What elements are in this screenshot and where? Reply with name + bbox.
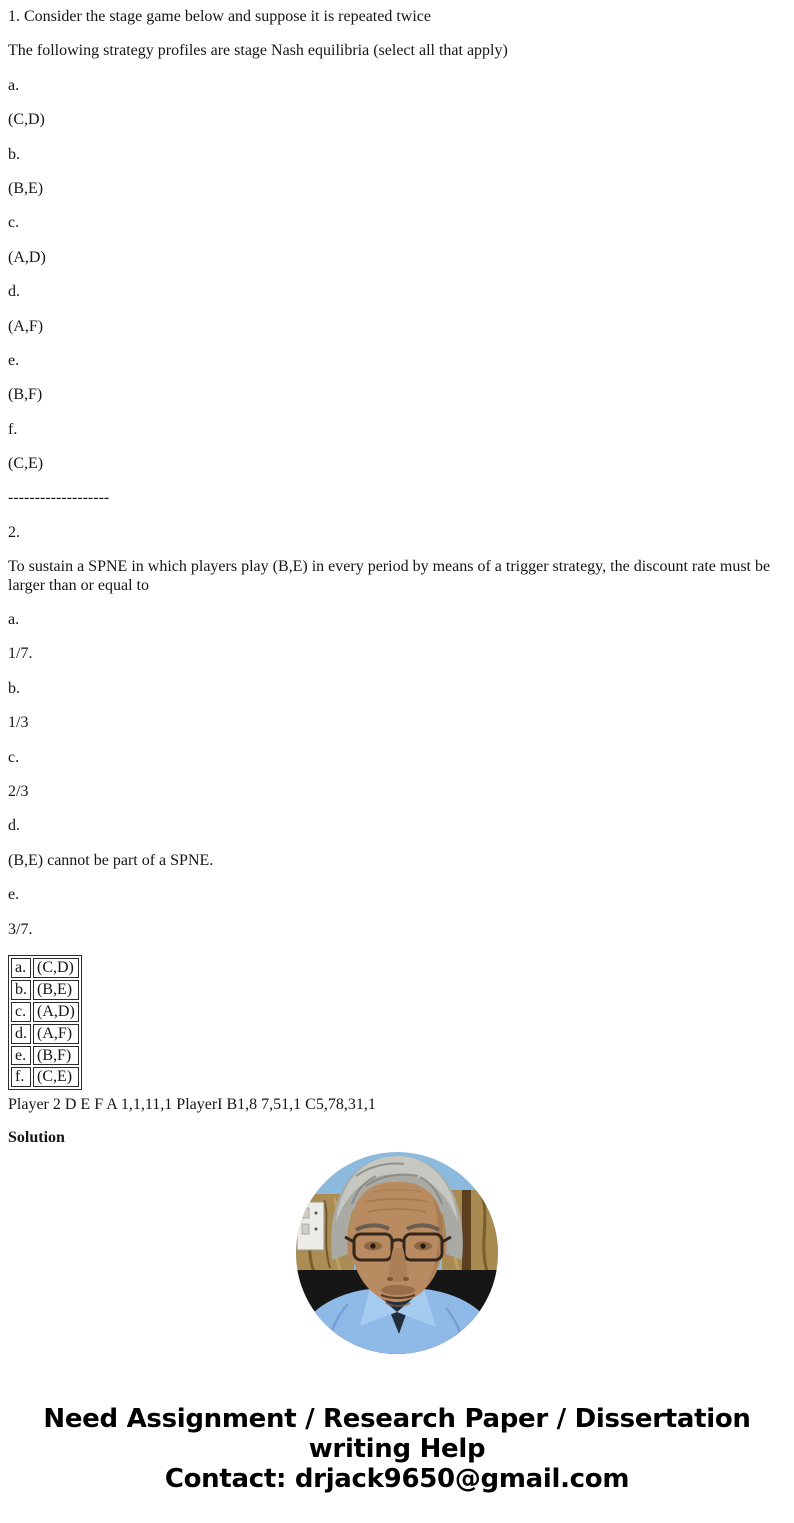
separator-dashes: ------------------- — [8, 489, 110, 507]
q2-option-a-label: a. — [8, 611, 20, 629]
footer-help-banner — [7, 1404, 787, 1494]
q1-subprompt: The following strategy profiles are stage Nash equilibria (select all that apply) — [8, 42, 508, 60]
table-cell-value: (B,F) — [33, 1046, 79, 1066]
q1-option-f-value: (C,E) — [8, 455, 44, 473]
q2-prompt: To sustain a SPNE in which players play (B,E) in every period by means of a trigger strategy, the discount rate must be larger than or equal to — [8, 558, 771, 594]
solution-heading-clipped: Solution — [8, 1128, 65, 1146]
footer-contact-email: Contact: drjack9650@gmail.com — [164, 1464, 630, 1494]
q2-option-e-label: e. — [8, 886, 20, 904]
table-cell-value: (B,E) — [33, 980, 79, 1000]
q2-option-e-value: 3/7. — [8, 920, 33, 938]
table-cell-value: (A,D) — [33, 1002, 79, 1022]
q2-option-a-value: 1/7. — [8, 645, 33, 663]
table-row — [11, 980, 79, 1000]
q1-option-f-label: f. — [8, 420, 18, 438]
table-row — [11, 1046, 79, 1066]
table-row — [11, 1067, 79, 1087]
q1-option-b-label: b. — [8, 145, 20, 163]
q1-option-d-value: (A,F) — [8, 317, 44, 335]
table-cell-label: e. — [11, 1046, 31, 1066]
payoff-matrix-text: Player 2 D E F A 1,1,11,1 PlayerI B1,8 7,51,1 C5,78,31,1 — [8, 1096, 376, 1114]
q1-option-c-label: c. — [8, 214, 20, 232]
q2-option-c-value: 2/3 — [8, 782, 29, 800]
q2-option-b-label: b. — [8, 679, 20, 697]
tutor-portrait-photo — [296, 1152, 498, 1354]
table-cell-label: d. — [11, 1024, 31, 1044]
table-cell-label: c. — [11, 1002, 31, 1022]
q1-option-e-value: (B,F) — [8, 386, 43, 404]
q2-option-b-value: 1/3 — [8, 714, 29, 732]
table-cell-label: b. — [11, 980, 31, 1000]
table-row — [11, 1002, 79, 1022]
answer-options-table — [8, 955, 82, 1090]
table-cell-value: (C,D) — [33, 958, 79, 978]
table-row — [11, 958, 79, 978]
q1-option-d-label: d. — [8, 283, 20, 301]
q1-option-a-value: (C,D) — [8, 111, 45, 129]
q1-option-a-label: a. — [8, 76, 20, 94]
footer-help-text: Need Assignment / Research Paper / Dissertation writing Help — [43, 1404, 751, 1464]
table-cell-value: (C,E) — [33, 1067, 79, 1087]
table-cell-label: a. — [11, 958, 31, 978]
q1-option-b-value: (B,E) — [8, 179, 44, 197]
q1-option-c-value: (A,D) — [8, 248, 46, 266]
q2-number: 2. — [8, 523, 20, 541]
avatar-row — [0, 1152, 794, 1354]
q2-option-d-label: d. — [8, 817, 20, 835]
table-cell-label: f. — [11, 1067, 31, 1087]
table-cell-value: (A,F) — [33, 1024, 79, 1044]
table-row — [11, 1024, 79, 1044]
q2-option-d-value: (B,E) cannot be part of a SPNE. — [8, 851, 214, 869]
photo-switch-panel — [297, 1202, 324, 1250]
q1-prompt: 1. Consider the stage game below and suppose it is repeated twice — [8, 8, 431, 25]
q2-option-c-label: c. — [8, 748, 20, 766]
q1-option-e-label: e. — [8, 351, 20, 369]
